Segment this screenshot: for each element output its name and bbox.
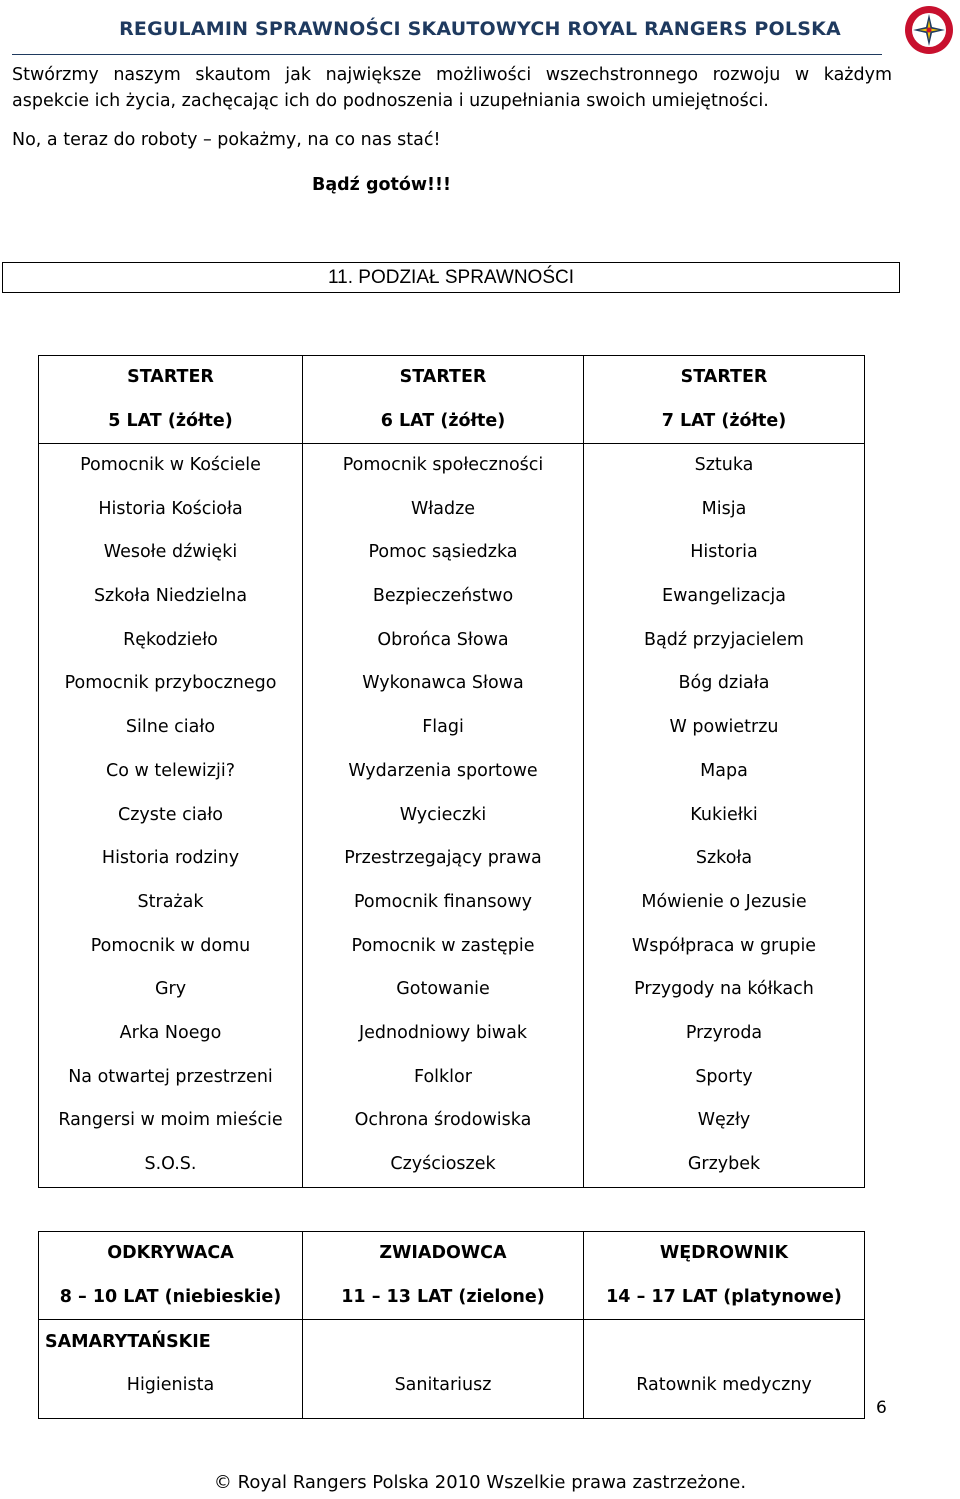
- badge-list-6: [303, 444, 584, 1188]
- badge-item: Strażak: [137, 891, 204, 912]
- older-header-cell: [303, 1232, 584, 1320]
- older-badges-table: [38, 1231, 865, 1419]
- badge-item: Sanitariusz: [394, 1375, 492, 1395]
- badge-item: Na otwartej przestrzeni: [68, 1066, 273, 1087]
- column-title: WĘDROWNIK: [659, 1243, 789, 1263]
- badge-item: Pomoc sąsiedzka: [368, 542, 518, 563]
- badge-item: Higienista: [126, 1375, 215, 1395]
- badge-item: Mapa: [700, 760, 748, 781]
- badge-item: Ewangelizacja: [662, 586, 786, 607]
- starter-items-row: [39, 444, 865, 1188]
- badge-item: Historia: [690, 542, 758, 563]
- column-age: 6 LAT (żółte): [380, 410, 506, 431]
- starter-header-cell: [584, 356, 865, 444]
- column-title: STARTER: [399, 367, 487, 387]
- be-ready-line: Bądź gotów!!!: [312, 175, 452, 195]
- column-title: STARTER: [680, 367, 768, 387]
- badge-item: Folklor: [414, 1066, 472, 1087]
- badge-item: Silne ciało: [125, 717, 216, 738]
- older-item-cell: [303, 1320, 584, 1419]
- copyright-footer: © Royal Rangers Polska 2010 Wszelkie prawa zastrzeżone.: [213, 1472, 747, 1493]
- badge-item: Wesołe dźwięki: [103, 542, 238, 563]
- badge-item: W powietrzu: [669, 717, 779, 738]
- badge-item: S.O.S.: [144, 1154, 197, 1174]
- column-title: STARTER: [127, 367, 214, 387]
- badge-item: Czyste ciało: [118, 804, 223, 825]
- badge-item: Pomocnik w domu: [90, 935, 251, 956]
- section-title: 11. PODZIAŁ SPRAWNOŚCI: [2, 262, 900, 293]
- royal-rangers-logo-icon: [903, 4, 955, 56]
- badge-item: Gotowanie: [396, 979, 490, 1000]
- badge-item: Szkoła: [695, 848, 753, 869]
- badge-item: Węzły: [697, 1110, 751, 1131]
- page-number: 6: [876, 1398, 887, 1418]
- starter-header-cell: [303, 356, 584, 444]
- older-header-cell: [584, 1232, 865, 1320]
- badge-list-5: [39, 444, 303, 1188]
- badge-item: Współpraca w grupie: [631, 935, 817, 956]
- badge-item: Pomocnik finansowy: [353, 891, 533, 912]
- badge-item: Pomocnik w zastępie: [351, 935, 535, 956]
- badge-item: Przestrzegający prawa: [344, 848, 542, 869]
- badge-item: Ochrona środowiska: [354, 1110, 532, 1131]
- badge-item: Przyroda: [685, 1022, 763, 1043]
- badge-item: Rękodzieło: [123, 629, 218, 650]
- badge-item: Sporty: [695, 1066, 753, 1087]
- badge-item: Mówienie o Jezusie: [641, 891, 807, 912]
- column-age: 8 – 10 LAT (niebieskie): [59, 1286, 282, 1307]
- document-header-title: REGULAMIN SPRAWNOŚCI SKAUTOWYCH ROYAL RANGERS POLSKA: [119, 18, 841, 40]
- badge-item: Wycieczki: [399, 804, 487, 825]
- badge-item: Co w telewizji?: [106, 760, 235, 781]
- cheer-line: No, a teraz do roboty – pokażmy, na co nas stać!: [12, 130, 441, 150]
- badge-item: Czyścioszek: [390, 1154, 496, 1174]
- badge-item: Kukiełki: [690, 804, 758, 825]
- starter-badges-table: [38, 355, 865, 1188]
- older-header-cell: [39, 1232, 303, 1320]
- starter-header-cell: [39, 356, 303, 444]
- column-title: ZWIADOWCA: [379, 1243, 507, 1263]
- older-header-row: [39, 1232, 865, 1320]
- badge-item: Gry: [154, 979, 187, 1000]
- badge-item: Rangersi w moim mieście: [58, 1110, 283, 1131]
- badge-item: Bezpieczeństwo: [372, 586, 514, 607]
- column-age: 5 LAT (żółte): [108, 410, 233, 431]
- badge-item: Misja: [701, 498, 747, 519]
- column-age: 7 LAT (żółte): [661, 410, 787, 431]
- badge-item: Ratownik medyczny: [636, 1375, 812, 1395]
- badge-item: Bądź przyjacielem: [644, 629, 804, 650]
- badge-item: Szkoła Niedzielna: [93, 586, 248, 607]
- badge-item: Pomocnik przybocznego: [64, 673, 277, 694]
- intro-paragraph: Stwórzmy naszym skautom jak największe możliwości wszechstronnego rozwoju w każdym aspekcie ich życia, zachęcając ich do podnoszenia i uzupełniania swoich umiejętności.: [12, 65, 892, 111]
- category-label: SAMARYTAŃSKIE: [45, 1332, 211, 1352]
- column-age: 14 – 17 LAT (platynowe): [606, 1286, 842, 1307]
- badge-item: Pomocnik w Kościele: [80, 455, 261, 475]
- badge-item: Bóg działa: [678, 673, 770, 694]
- column-age: 11 – 13 LAT (zielone): [341, 1286, 545, 1307]
- older-item-cell: [584, 1320, 865, 1419]
- badge-item: Przygody na kółkach: [634, 979, 814, 1000]
- badge-item: Historia rodziny: [101, 848, 240, 869]
- badge-item: Wykonawca Słowa: [362, 673, 524, 694]
- older-item-cell: [39, 1320, 303, 1419]
- badge-item: Jednodniowy biwak: [359, 1022, 527, 1043]
- badge-item: Obrońca Słowa: [377, 629, 509, 650]
- column-title: ODKRYWACA: [107, 1243, 234, 1263]
- header-divider: [12, 54, 882, 55]
- badge-item: Władze: [410, 498, 476, 519]
- badge-item: Wydarzenia sportowe: [348, 760, 538, 781]
- starter-header-row: [39, 356, 865, 444]
- older-items-row: [39, 1320, 865, 1419]
- badge-item: Grzybek: [687, 1154, 761, 1174]
- badge-item: Historia Kościoła: [98, 498, 243, 519]
- badge-item: Sztuka: [694, 455, 754, 475]
- badge-list-7: [584, 444, 865, 1188]
- badge-item: Pomocnik społeczności: [342, 455, 544, 475]
- badge-item: Arka Noego: [119, 1022, 222, 1043]
- badge-item: Flagi: [422, 717, 464, 738]
